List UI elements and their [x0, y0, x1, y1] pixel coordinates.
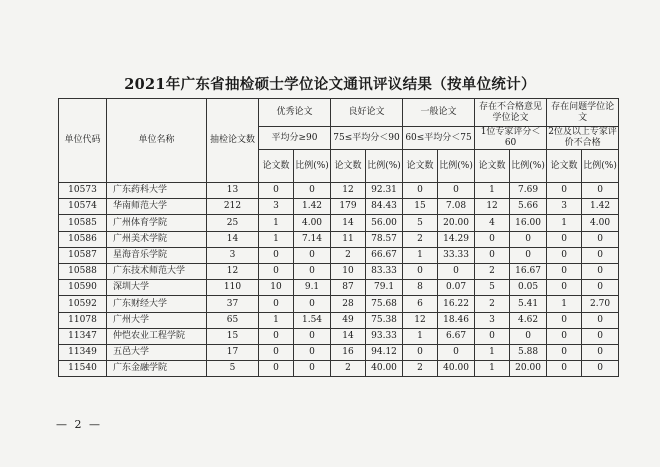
unit-code-cell: 10574: [59, 199, 107, 215]
ratio-cell: 6.67: [438, 328, 475, 344]
count-cell: 0: [547, 183, 582, 199]
ratio-cell: 0.05: [510, 280, 547, 296]
ratio-cell: 0: [582, 231, 619, 247]
unit-name-cell: 广州体育学院: [107, 215, 207, 231]
ratio-cell: 84.43: [366, 199, 403, 215]
ratio-cell: 14.29: [438, 231, 475, 247]
ratio-cell: 5.41: [510, 296, 547, 312]
count-cell: 16: [331, 344, 366, 360]
table-row: [59, 280, 619, 296]
header-sample-count: 抽检论文数: [207, 99, 259, 183]
ratio-cell: 0.07: [438, 280, 475, 296]
count-cell: 0: [259, 263, 294, 279]
ratio-cell: 0: [582, 263, 619, 279]
count-cell: 3: [547, 199, 582, 215]
unit-name-cell: 深圳大学: [107, 280, 207, 296]
page-number: — 2 —: [56, 418, 102, 431]
count-cell: 2: [331, 361, 366, 377]
count-cell: 1: [259, 312, 294, 328]
subheader-count: 论文数: [475, 150, 510, 183]
sample-count-cell: 17: [207, 344, 259, 360]
count-cell: 1: [475, 344, 510, 360]
sample-count-cell: 15: [207, 328, 259, 344]
ratio-cell: 33.33: [438, 247, 475, 263]
ratio-cell: 5.66: [510, 199, 547, 215]
count-cell: 8: [403, 280, 438, 296]
count-cell: 87: [331, 280, 366, 296]
unit-name-cell: 广州美术学院: [107, 231, 207, 247]
ratio-cell: 16.00: [510, 215, 547, 231]
subheader-ratio: 比例(%): [510, 150, 547, 183]
count-cell: 1: [547, 215, 582, 231]
table-row: [59, 312, 619, 328]
unit-name-cell: 广东财经大学: [107, 296, 207, 312]
count-cell: 2: [475, 296, 510, 312]
ratio-cell: 0: [438, 263, 475, 279]
ratio-cell: 93.33: [366, 328, 403, 344]
ratio-cell: 7.08: [438, 199, 475, 215]
ratio-cell: 2.70: [582, 296, 619, 312]
table-row: [59, 183, 619, 199]
table-row: [59, 344, 619, 360]
subheader-ratio: 比例(%): [582, 150, 619, 183]
subheader-count: 论文数: [547, 150, 582, 183]
count-cell: 49: [331, 312, 366, 328]
unit-name-cell: 广东金融学院: [107, 361, 207, 377]
table-row: [59, 296, 619, 312]
header-group-average: 一般论文: [403, 99, 475, 127]
count-cell: 0: [547, 344, 582, 360]
ratio-cell: 0: [294, 361, 331, 377]
count-cell: 0: [475, 247, 510, 263]
count-cell: 1: [475, 361, 510, 377]
subheader-count: 论文数: [331, 150, 366, 183]
ratio-cell: 79.1: [366, 280, 403, 296]
sample-count-cell: 65: [207, 312, 259, 328]
ratio-cell: 7.69: [510, 183, 547, 199]
subheader-count: 论文数: [259, 150, 294, 183]
count-cell: 179: [331, 199, 366, 215]
table-row: [59, 361, 619, 377]
count-cell: 6: [403, 296, 438, 312]
sample-count-cell: 14: [207, 231, 259, 247]
count-cell: 0: [259, 344, 294, 360]
count-cell: 1: [259, 231, 294, 247]
ratio-cell: 7.14: [294, 231, 331, 247]
ratio-cell: 4.00: [582, 215, 619, 231]
unit-code-cell: 11540: [59, 361, 107, 377]
ratio-cell: 0: [438, 183, 475, 199]
unit-code-cell: 10588: [59, 263, 107, 279]
ratio-cell: 0: [294, 328, 331, 344]
count-cell: 2: [403, 361, 438, 377]
count-cell: 0: [403, 344, 438, 360]
count-cell: 2: [475, 263, 510, 279]
count-cell: 10: [331, 263, 366, 279]
header-group-problem: 存在问题学位论文: [547, 99, 619, 127]
count-cell: 1: [475, 183, 510, 199]
sample-count-cell: 3: [207, 247, 259, 263]
criterion-problem: 2位及以上专家评价不合格: [548, 127, 617, 148]
sample-count-cell: 212: [207, 199, 259, 215]
ratio-cell: 20.00: [510, 361, 547, 377]
unit-name-cell: 五邑大学: [107, 344, 207, 360]
header-unit-name: 单位名称: [107, 99, 207, 183]
ratio-cell: 0: [510, 247, 547, 263]
sample-count-cell: 12: [207, 263, 259, 279]
ratio-cell: 40.00: [366, 361, 403, 377]
ratio-cell: 0: [294, 183, 331, 199]
header-unit-code: 单位代码: [59, 99, 107, 183]
count-cell: 0: [475, 231, 510, 247]
count-cell: 0: [547, 231, 582, 247]
unit-name-cell: 星海音乐学院: [107, 247, 207, 263]
count-cell: 12: [331, 183, 366, 199]
criterion-excellent: 平均分≥90: [259, 127, 331, 150]
count-cell: 0: [259, 247, 294, 263]
count-cell: 0: [259, 183, 294, 199]
count-cell: 12: [475, 199, 510, 215]
ratio-cell: 66.67: [366, 247, 403, 263]
count-cell: 0: [259, 361, 294, 377]
unit-code-cell: 10585: [59, 215, 107, 231]
ratio-cell: 78.57: [366, 231, 403, 247]
page-title: 2021年广东省抽检硕士学位论文通讯评议结果（按单位统计）: [124, 76, 536, 93]
ratio-cell: 18.46: [438, 312, 475, 328]
criterion-unqualified-opinion: 1位专家评分＜60: [475, 127, 547, 150]
ratio-cell: 0: [582, 247, 619, 263]
ratio-cell: 92.31: [366, 183, 403, 199]
criterion-average: 60≤平均分＜75: [403, 127, 475, 150]
table-row: [59, 199, 619, 215]
ratio-cell: 0: [582, 280, 619, 296]
sample-count-cell: 37: [207, 296, 259, 312]
count-cell: 5: [475, 280, 510, 296]
table-row: [59, 328, 619, 344]
ratio-cell: 94.12: [366, 344, 403, 360]
count-cell: 1: [403, 328, 438, 344]
unit-name-cell: 广州大学: [107, 312, 207, 328]
subheader-ratio: 比例(%): [366, 150, 403, 183]
table-row: [59, 263, 619, 279]
subheader-count: 论文数: [403, 150, 438, 183]
ratio-cell: 0: [582, 183, 619, 199]
unit-name-cell: 广东技术师范大学: [107, 263, 207, 279]
table-row: [59, 247, 619, 263]
count-cell: 12: [403, 312, 438, 328]
unit-code-cell: 10573: [59, 183, 107, 199]
unit-code-cell: 11349: [59, 344, 107, 360]
subheader-ratio: 比例(%): [294, 150, 331, 183]
count-cell: 0: [547, 263, 582, 279]
header-group-good: 良好论文: [331, 99, 403, 127]
unit-code-cell: 10587: [59, 247, 107, 263]
ratio-cell: 0: [582, 344, 619, 360]
table-row: [59, 215, 619, 231]
unit-code-cell: 11347: [59, 328, 107, 344]
count-cell: 2: [331, 247, 366, 263]
count-cell: 15: [403, 199, 438, 215]
count-cell: 1: [259, 215, 294, 231]
ratio-cell: 16.67: [510, 263, 547, 279]
ratio-cell: 83.33: [366, 263, 403, 279]
count-cell: 0: [403, 263, 438, 279]
count-cell: 0: [547, 312, 582, 328]
count-cell: 11: [331, 231, 366, 247]
ratio-cell: 1.42: [294, 199, 331, 215]
unit-name-cell: 华南师范大学: [107, 199, 207, 215]
count-cell: 1: [403, 247, 438, 263]
subheader-ratio: 比例(%): [438, 150, 475, 183]
count-cell: 1: [547, 296, 582, 312]
ratio-cell: 9.1: [294, 280, 331, 296]
criterion-good: 75≤平均分＜90: [331, 127, 403, 150]
table-row: [59, 231, 619, 247]
ratio-cell: 1.54: [294, 312, 331, 328]
ratio-cell: 0: [294, 263, 331, 279]
ratio-cell: 0: [294, 296, 331, 312]
sample-count-cell: 5: [207, 361, 259, 377]
count-cell: 3: [259, 199, 294, 215]
count-cell: 0: [547, 280, 582, 296]
count-cell: 3: [475, 312, 510, 328]
ratio-cell: 0: [510, 231, 547, 247]
header-group-unqualified-opinion: 存在不合格意见学位论文: [475, 99, 547, 127]
unit-code-cell: 10586: [59, 231, 107, 247]
sample-count-cell: 25: [207, 215, 259, 231]
count-cell: 0: [259, 296, 294, 312]
ratio-cell: 75.38: [366, 312, 403, 328]
ratio-cell: 5.88: [510, 344, 547, 360]
ratio-cell: 0: [582, 328, 619, 344]
count-cell: 14: [331, 215, 366, 231]
count-cell: 10: [259, 280, 294, 296]
count-cell: 0: [403, 183, 438, 199]
unit-code-cell: 10592: [59, 296, 107, 312]
ratio-cell: 16.22: [438, 296, 475, 312]
count-cell: 4: [475, 215, 510, 231]
count-cell: 5: [403, 215, 438, 231]
ratio-cell: 0: [294, 247, 331, 263]
sample-count-cell: 13: [207, 183, 259, 199]
unit-code-cell: 10590: [59, 280, 107, 296]
count-cell: 0: [259, 328, 294, 344]
ratio-cell: 20.00: [438, 215, 475, 231]
count-cell: 0: [547, 247, 582, 263]
ratio-cell: 0: [438, 344, 475, 360]
header-group-excellent: 优秀论文: [259, 99, 331, 127]
sample-count-cell: 110: [207, 280, 259, 296]
ratio-cell: 4.62: [510, 312, 547, 328]
ratio-cell: 1.42: [582, 199, 619, 215]
ratio-cell: 4.00: [294, 215, 331, 231]
ratio-cell: 56.00: [366, 215, 403, 231]
ratio-cell: 0: [582, 361, 619, 377]
ratio-cell: 40.00: [438, 361, 475, 377]
count-cell: 28: [331, 296, 366, 312]
ratio-cell: 0: [294, 344, 331, 360]
unit-name-cell: 仲恺农业工程学院: [107, 328, 207, 344]
count-cell: 0: [547, 328, 582, 344]
count-cell: 2: [403, 231, 438, 247]
unit-code-cell: 11078: [59, 312, 107, 328]
ratio-cell: 0: [510, 328, 547, 344]
unit-name-cell: 广东药科大学: [107, 183, 207, 199]
count-cell: 0: [547, 361, 582, 377]
ratio-cell: 75.68: [366, 296, 403, 312]
ratio-cell: 0: [582, 312, 619, 328]
results-table: [58, 98, 619, 377]
count-cell: 14: [331, 328, 366, 344]
count-cell: 0: [475, 328, 510, 344]
